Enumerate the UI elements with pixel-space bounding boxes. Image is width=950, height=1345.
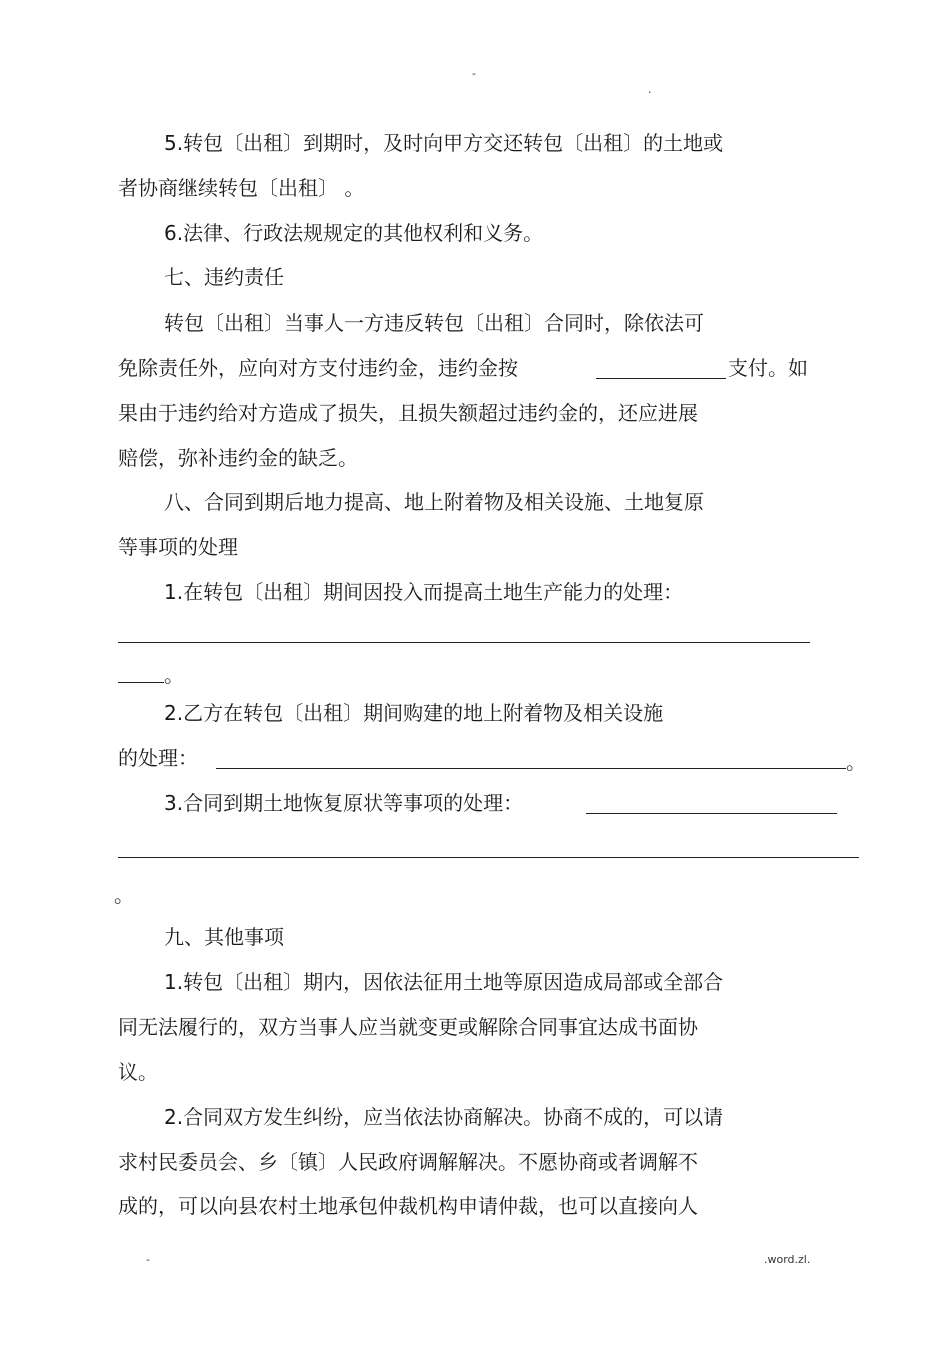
header-mark-right: . [648,83,652,96]
item-3-blank-line-2 [118,857,859,858]
section-9-item-2-line-2: 求村民委员会、乡〔镇〕人民政府调解解决。不愿协商或者调解不 [118,1150,698,1174]
clause-5-line-1: 5.转包〔出租〕到期时，及时向甲方交还转包〔出租〕的土地或 [164,131,724,155]
section-7-line-2: 免除责任外，应向对方支付违约金，违约金按 [118,356,518,380]
penalty-blank [596,378,726,379]
footer-source-label: .word.zl. [764,1253,811,1266]
section-7-heading: 七、违约责任 [164,265,284,289]
section-7-line-4: 赔偿，弥补违约金的缺乏。 [118,446,358,470]
section-7-line-1: 转包〔出租〕当事人一方违反转包〔出租〕合同时，除依法可 [164,311,704,335]
item-1-period: 。 [164,663,184,687]
section-8-heading-line-1: 八、合同到期后地力提高、地上附着物及相关设施、土地复原 [164,490,704,514]
item-2-blank [216,768,846,769]
section-9-item-1-line-1: 1.转包〔出租〕期内，因依法征用土地等原因造成局部或全部合 [164,970,724,994]
item-3-period: 。 [114,883,134,907]
section-9-heading: 九、其他事项 [164,925,284,949]
section-9-item-2-line-3: 成的，可以向县农村土地承包仲裁机构申请仲裁，也可以直接向人 [118,1194,698,1218]
section-9-item-1-line-3: 议。 [118,1060,158,1084]
section-9-item-1-line-2: 同无法履行的，双方当事人应当就变更或解除合同事宜达成书面协 [118,1015,698,1039]
item-1-blank-line-1 [118,642,810,643]
item-3-blank-line-1 [586,813,837,814]
section-7-line-3: 果由于违约给对方造成了损失，且损失额超过违约金的，还应进展 [118,401,698,425]
section-9-item-2-line-1: 2.合同双方发生纠纷，应当依法协商解决。协商不成的，可以请 [164,1105,724,1129]
header-mark-left: - [472,67,476,80]
item-2-period: 。 [846,750,866,774]
footer-mark-left: - [146,1253,150,1266]
section-8-item-3: 3.合同到期土地恢复原状等事项的处理： [164,791,524,815]
section-8-item-2-line-2: 的处理： [118,746,198,770]
clause-6: 6.法律、行政法规规定的其他权利和义务。 [164,221,544,245]
section-8-heading-line-2: 等事项的处理 [118,535,238,559]
section-8-item-2-line-1: 2.乙方在转包〔出租〕期间购建的地上附着物及相关设施 [164,701,664,725]
section-7-line-2-tail: 支付。如 [728,356,808,380]
section-8-item-1: 1.在转包〔出租〕期间因投入而提高土地生产能力的处理： [164,580,684,604]
item-1-blank-line-2 [118,682,164,683]
clause-5-line-2: 者协商继续转包〔出租〕 。 [118,176,365,200]
